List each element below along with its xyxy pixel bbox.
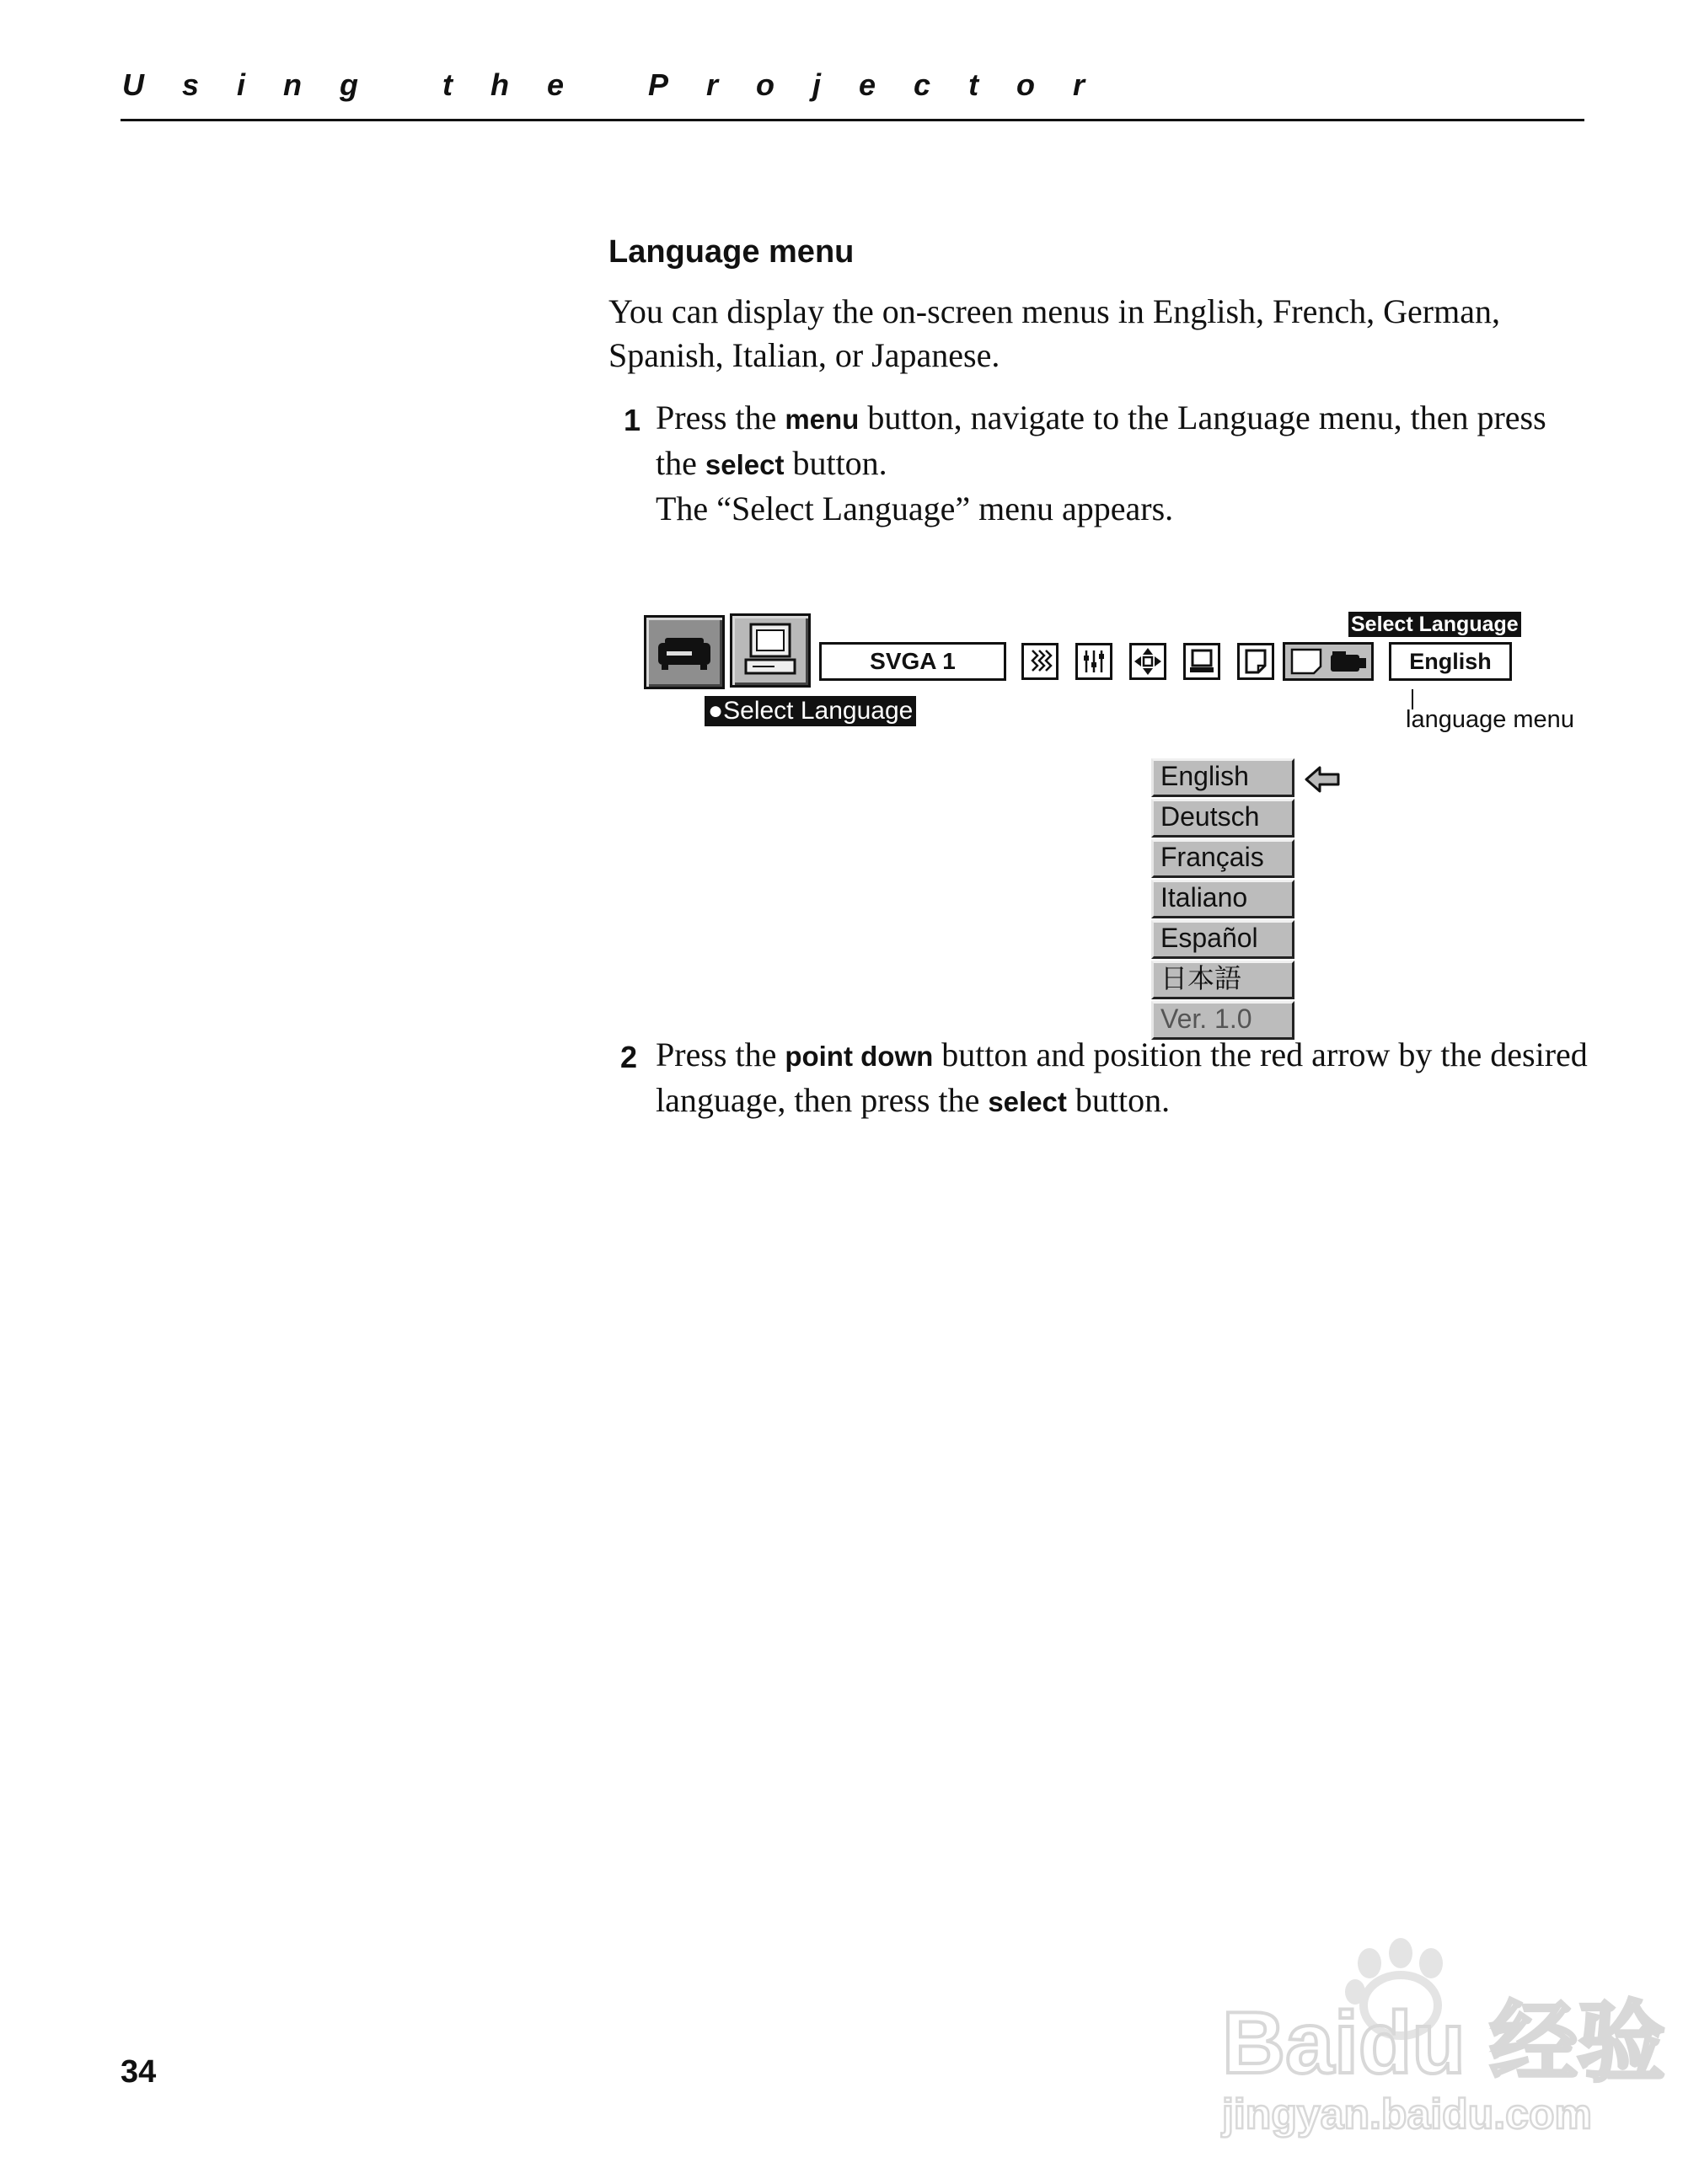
language-menu-callout: language menu [1406,706,1574,733]
language-option-espanol[interactable]: Español [1151,920,1294,959]
section-title: Language menu [608,234,855,270]
image-adjust-icon[interactable] [1021,643,1059,680]
step-2-text-c: button. [1066,1081,1171,1119]
screen-icon[interactable] [1183,643,1220,680]
language-option-deutsch[interactable]: Deutsch [1151,799,1294,838]
language-option-italiano[interactable]: Italiano [1151,880,1294,918]
baidu-watermark [1205,1930,1665,2140]
step-2-text [656,1033,1591,1124]
projector-icon[interactable] [644,615,725,689]
computer-icon[interactable] [730,613,811,688]
version-label: Ver. 1.0 [1151,1001,1294,1040]
language-option-english[interactable]: English [1151,758,1294,797]
select-language-header: Select Language [1348,612,1521,637]
point-down-keyword: point down [785,1041,934,1072]
step-2-number: 2 [620,1040,638,1074]
step-1-number: 1 [624,403,641,437]
step-2-text-b: button and position the red arrow by the desired language, then press the [656,1036,1588,1119]
note-icon[interactable] [1237,643,1274,680]
step-1-result: The “Select Language” menu appears. [656,490,1174,527]
watermark-logo-text: Baidu 经验 [1222,1994,1665,2092]
intro-paragraph: You can display the on-screen menus in English, French, German, Spanish, Italian, or Japanese. [608,292,1500,374]
running-header: Using the Projector [122,67,1123,102]
step-1-text-b: button, navigate to the Language menu, then press the [656,399,1546,482]
language-icon[interactable] [1283,642,1374,681]
page-number: 34 [121,2054,157,2090]
source-display: SVGA 1 [819,642,1006,681]
step-1-text-c: button. [784,444,887,482]
position-icon[interactable] [1129,643,1166,680]
select-language-submenu-label: ●Select Language [705,696,916,726]
step-2-text-a: Press the [656,1036,785,1073]
pointer-arrow-icon [1305,765,1342,798]
step-1-text-a: Press the [656,399,785,436]
current-language-display: English [1389,642,1512,681]
select-keyword: select [988,1086,1067,1117]
watermark-url: jingyan.baidu.com [1222,2090,1592,2138]
language-list [1151,758,1294,1041]
select-keyword: select [705,449,785,480]
header-rule [121,119,1584,121]
levels-icon[interactable] [1075,643,1112,680]
step-1-text [656,396,1591,531]
menu-keyword: menu [785,404,860,435]
language-option-francais[interactable]: Français [1151,839,1294,878]
language-option-japanese[interactable]: 日本語 [1151,961,1294,999]
